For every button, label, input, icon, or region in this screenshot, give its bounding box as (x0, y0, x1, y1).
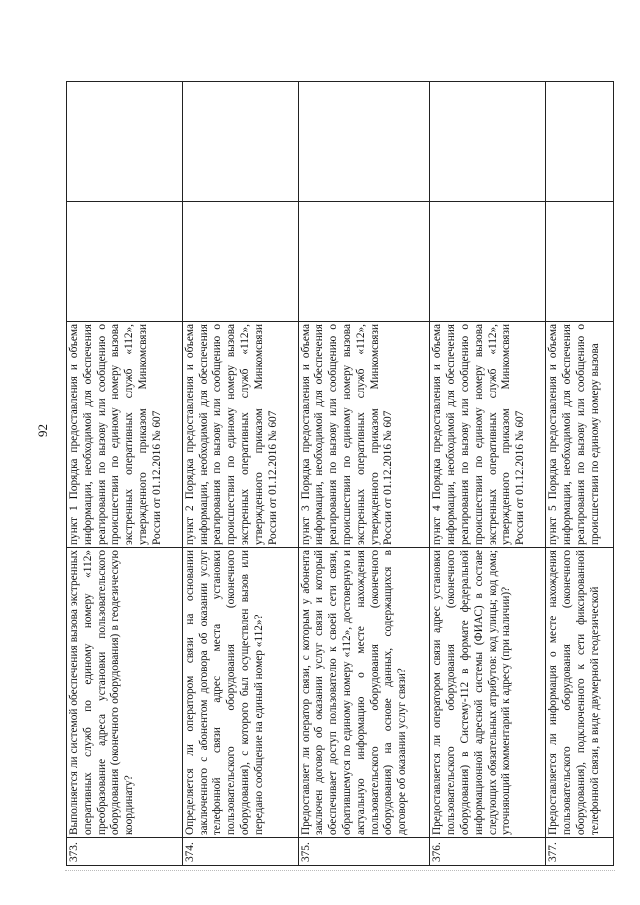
table-row (67, 82, 183, 866)
table-row (182, 82, 298, 866)
row-number: 373. (67, 838, 183, 866)
checklist-table-container (66, 82, 614, 866)
empty-cell (67, 82, 183, 202)
question-cell: Предоставляет ли оператор связи, с которым у абонента заключен договор об оказании услуг связи и который обеспечивает доступ пользователю к своей сети связи, обратившемуся по единому номеру «112», достоверную и актуальную информацию о месте нахождения пользовательского оборудования (оконечного оборудования) на основе данных, содержащихся в договоре об оказании услуг связи? (298, 548, 430, 838)
empty-cell (430, 82, 546, 202)
row-number: 375. (298, 838, 430, 866)
empty-cell (430, 202, 546, 322)
empty-cell (298, 202, 430, 322)
table-row (298, 82, 430, 866)
empty-cell (182, 82, 298, 202)
question-cell: Предоставляется ли информация о месте нахождения пользовательского оборудования (оконечного оборудования), подключенного к сети фиксированной телефонной связи, в виде двумерной геодезической (546, 548, 614, 838)
scan-edge-line (65, 870, 615, 871)
empty-cell (546, 202, 614, 322)
row-number: 374. (182, 838, 298, 866)
table-row (546, 82, 614, 866)
empty-cell (298, 82, 430, 202)
reference-cell: пункт 1 Порядка предоставления и объема информации, необходимой для обеспечения реагирования по вызову или сообщению о происшествии по единому номеру вызова экстренных оперативных служб «112», утвержденного приказом Минкомсвязи России от 01.12.2016 № 607 (67, 322, 183, 548)
reference-cell: пункт 4 Порядка предоставления и объема информации, необходимой для обеспечения реагирования по вызову или сообщению о происшествии по единому номеру вызова экстренных оперативных служб «112», утвержденного приказом Минкомсвязи России от 01.12.2016 № 607 (430, 322, 546, 548)
table-row (430, 82, 546, 866)
question-cell: Определяется ли оператором связи на основании заключенного с абонентом договора об оказании услуг телефонной связи адрес места установки пользовательского оборудования (оконечного оборудования), с которого был осуществлен вызов или передано сообщение на единый номер «112»? (182, 548, 298, 838)
row-number: 377. (546, 838, 614, 866)
empty-cell (182, 202, 298, 322)
reference-cell: пункт 3 Порядка предоставления и объема информации, необходимой для обеспечения реагирования по вызову или сообщению о происшествии по единому номеру вызова экстренных оперативных служб «112», утвержденного приказом Минкомсвязи России от 01.12.2016 № 607 (298, 322, 430, 548)
question-cell: Предоставляется ли оператором связи адрес установки пользовательского оборудования (оконечного оборудования) в Систему-112 в формате федеральной информационной адресной системы (ФИАС) в составе следующих обязательных атрибутов: код улицы; код дома; уточняющий комментарий к адресу (при наличии)? (430, 548, 546, 838)
row-number: 376. (430, 838, 546, 866)
empty-cell (546, 82, 614, 202)
page-number: 92 (35, 424, 50, 437)
reference-cell: пункт 2 Порядка предоставления и объема информации, необходимой для обеспечения реагирования по вызову или сообщению о происшествии по единому номеру вызова экстренных оперативных служб «112», утвержденного приказом Минкомсвязи России от 01.12.2016 № 607 (182, 322, 298, 548)
question-cell: Выполняется ли системой обеспечения вызова экстренных оперативных служб по единому номеру «112» преобразование адреса установки пользовательского оборудования (оконечного оборудования) в геодезическую координату? (67, 548, 183, 838)
checklist-table (66, 81, 614, 866)
empty-cell (67, 202, 183, 322)
reference-cell: пункт 5 Порядка предоставления и объема информации, необходимой для обеспечения реагирования по вызову или сообщению о происшествии по единому номеру вызова (546, 322, 614, 548)
